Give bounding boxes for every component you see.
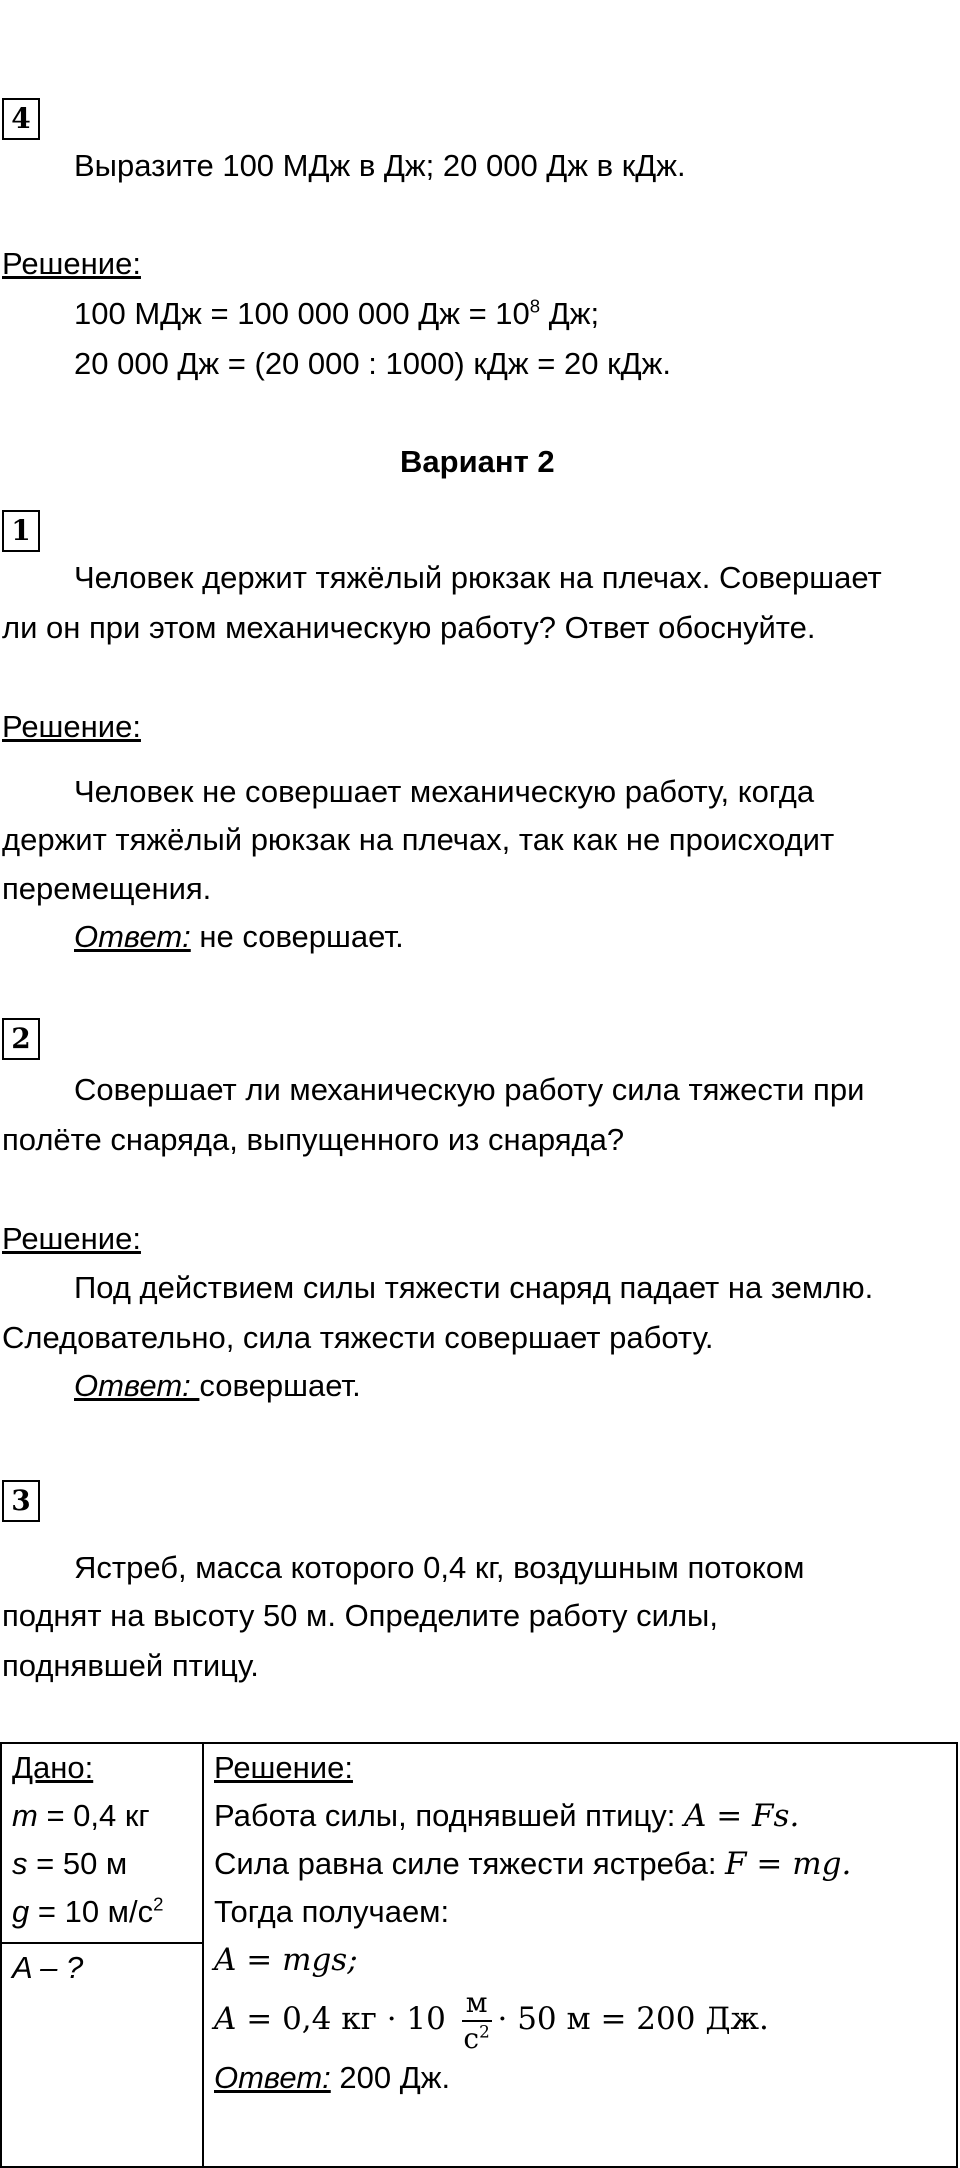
solution-cell — [203, 1743, 957, 2167]
problem-4-question: Выразите 100 МДж в Дж; 20 000 Дж в кДж. — [74, 148, 686, 183]
problem-2-solution-label: Решение: — [2, 1221, 141, 1256]
solution-line-5: A = 0,4 кг · 10 $\frac{м}{с^2}$ · 50 м = 200 Дж. — [214, 1985, 769, 2055]
answer-label: Ответ: — [74, 1368, 200, 1403]
given-gravity: g = 10 $м/с^2$ — [12, 1893, 164, 1929]
problem-2-question-line-2: полёте снаряда, выпущенного из снаряда? — [2, 1122, 625, 1157]
problem-1-solution-line-2: держит тяжёлый рюкзак на плечах, так как не происходит — [2, 822, 835, 857]
problem-1-solution-line-1: Человек не совершает механическую работу, когда — [74, 774, 815, 809]
problem-3-question-line-3: поднявшей птицу. — [2, 1648, 259, 1683]
find-cell — [1, 1943, 203, 2167]
problem-3-question-line-1: Ястреб, масса которого 0,4 кг, воздушным потоком — [74, 1550, 805, 1585]
problem-number-2: 2 — [2, 1018, 40, 1060]
problem-number-1: 1 — [2, 510, 40, 552]
problem-number-4: 4 — [2, 98, 40, 140]
problem-3-question-line-2: поднят на высоту 50 м. Определите работу силы, — [2, 1598, 718, 1633]
problem-2-solution-line-2: Следовательно, сила тяжести совершает работу. — [2, 1320, 714, 1355]
solution-line-3: Тогда получаем: — [214, 1894, 450, 1929]
problem-1-answer: Ответ: не совершает. — [74, 919, 404, 954]
variant-title: Вариант 2 — [400, 444, 555, 479]
problem-1-solution-label: Решение: — [2, 709, 141, 744]
given-cell — [1, 1743, 203, 1943]
problem-1-solution-line-3: перемещения. — [2, 871, 212, 906]
problem-2-solution-line-1: Под действием силы тяжести снаряд падает на землю. — [74, 1270, 874, 1305]
solution-line-1: Работа силы, поднявшей птицу: A = Fs. — [214, 1798, 800, 1834]
problem-4-solution-line-2: 20 000 Дж = (20 000 : 1000) кДж = 20 кДж. — [74, 346, 671, 381]
given-mass: m = 0,4 кг — [12, 1798, 150, 1833]
problem-2-question-line-1: Совершает ли механическую работу сила тяжести при — [74, 1072, 865, 1107]
given-solution-table — [0, 1742, 958, 2168]
solution-line-4: A = mgs; — [214, 1942, 358, 1978]
solution-answer: Ответ: 200 Дж. — [214, 2060, 451, 2095]
solution-label: Решение: — [214, 1750, 353, 1785]
given-label: Дано: — [12, 1750, 94, 1785]
given-find: A – ? — [12, 1950, 84, 1985]
given-height: s = 50 м — [12, 1846, 128, 1881]
answer-label: Ответ: — [74, 919, 191, 954]
units-fraction: $\frac{м}{с^2}$ — [463, 1985, 490, 2055]
problem-number-3: 3 — [2, 1480, 40, 1522]
problem-1-question-line-2: ли он при этом механическую работу? Ответ обоснуйте. — [2, 610, 816, 645]
problem-4-solution-line-1: 100 МДж = 100 000 000 Дж = $10^8$ Дж; — [74, 295, 600, 331]
problem-2-answer: Ответ: совершает. — [74, 1368, 361, 1403]
solution-line-2: Сила равна силе тяжести ястреба: F = mg. — [214, 1846, 852, 1882]
answer-label: Ответ: — [214, 2060, 331, 2095]
problem-1-question-line-1: Человек держит тяжёлый рюкзак на плечах. Совершает — [74, 560, 882, 595]
problem-4-solution-label: Решение: — [2, 246, 141, 281]
